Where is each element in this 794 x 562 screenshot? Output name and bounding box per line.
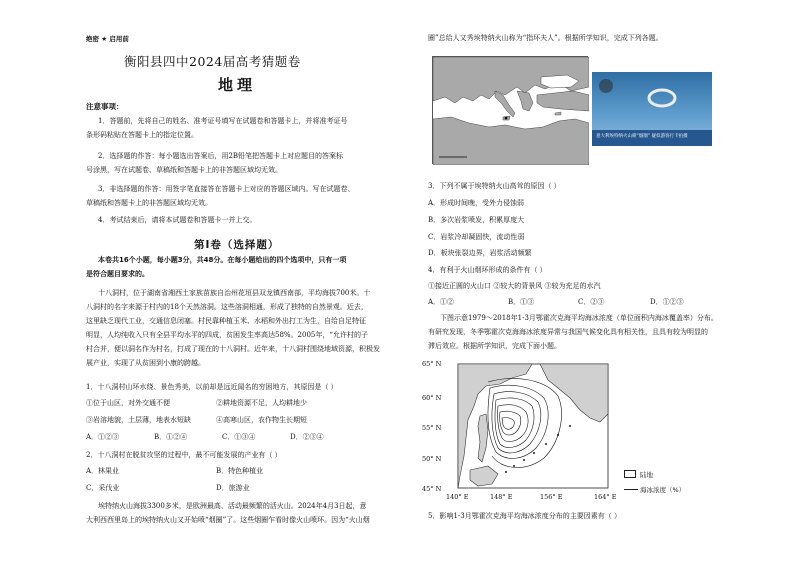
q1-item: ④高寒山区，农作物生长期短 (216, 416, 307, 424)
note-line: 3．非选择题的作答：用签字笔直接答在答题卡上对应的答题区域内。写在试题卷、 (98, 185, 355, 193)
passage-line: 圈”总给人又秀埃特纳火山称为“指环夫人”。根据所学知识，完成下列各题。 (428, 34, 663, 42)
note-line: 号涂黑，写在试题卷、草稿纸和答题卡上的非答题区域均无效。 (86, 166, 282, 174)
legend-land-label: 陆地 (640, 471, 653, 479)
legend-land-swatch (624, 470, 636, 478)
passage-line: 八洞村的名字来源于村内的18个天然溶洞。这些溶洞相通，形成了独特的自然景观。近去， (86, 303, 368, 311)
map-svg (433, 57, 589, 165)
section-instruction: 是符合题目要求的。 (86, 270, 149, 278)
passage-line: 展产业，实现了从贫困到小康的跨越。 (86, 359, 205, 367)
passage-line: 十八洞村，位于湖南省湘西土家族苗族自治州花垣县双龙镇西南部，平均海拔700米。十 (98, 289, 371, 297)
kuril-island (569, 425, 571, 427)
q2-option-b[interactable]: B．特色种植业 (216, 467, 264, 475)
passage-line: 大利西西里岛上的埃特纳火山又开始喷“烟圈”了。这些烟圈乍看时像火山喷环。因为“火山烟 (86, 516, 370, 524)
passage-line: 滞后效应。根据所学知识，完成下面小题。 (428, 342, 561, 350)
question-3-stem: 3．下列不属于埃特纳火山高耸的原因（ ） (428, 182, 561, 190)
lon-label: 164° E (594, 493, 617, 501)
question-1-stem: 1．十八洞村山环水绕、景色秀美，以前却是远近闻名的穷困地方，其原因是（ ） (86, 383, 338, 391)
channel-logo-icon (599, 79, 613, 93)
lat-label: 60° N (422, 394, 442, 402)
question-5-stem: 5．影响1-3月鄂霍次克海平均海冰浓度分布的主要因素有（ ） (428, 512, 621, 520)
q2-option-c[interactable]: C．采伐业 (86, 484, 120, 492)
q4-option-b[interactable]: B．①③ (508, 298, 535, 306)
q2-option-a[interactable]: A．林果业 (86, 467, 120, 475)
q1-option-a[interactable]: A．①②③ (86, 433, 120, 441)
left-column (76, 0, 412, 562)
q3-option-d[interactable]: D．板块张裂边界，岩浆活动频繁 (428, 249, 532, 257)
legend-contour-swatch (624, 489, 638, 490)
notes-heading: 注意事项： (86, 102, 124, 111)
smoke-ring (649, 90, 675, 106)
lon-label: 140° E (446, 493, 469, 501)
lat-label: 55° N (422, 424, 442, 432)
passage-line: 埃特纳火山海拔3300多米，是欧洲最高、活动最频繁的活火山。2024年4月3日起，意 (98, 502, 367, 510)
lat-label: 45° N (422, 485, 442, 493)
q1-option-c[interactable]: C．①③④ (222, 433, 256, 441)
legend-contour-label: 海冰浓度（%） (640, 486, 686, 494)
kuril-island (505, 471, 507, 473)
q4-option-c[interactable]: C．②③ (578, 298, 605, 306)
section-instruction: 本卷共16个小题，每小题3分，共48分。在每小题给出的四个选项中，只有一项 (98, 256, 347, 264)
ice-map-svg (440, 358, 620, 510)
note-line: 条形码粘贴在答题卡上的指定位置。 (86, 131, 198, 139)
note-line: 2．选择题的作答：每小题选出答案后，用2B铅笔把答题卡上对应题目的答案标 (98, 152, 344, 160)
lat-label: 50° N (422, 455, 442, 463)
lat-label: 65° N (422, 360, 442, 368)
photo-caption: 意大利埃特纳火山喷“烟圈” 疑似游客打卡拍摄 (596, 134, 688, 139)
lon-label: 148° E (490, 493, 513, 501)
section-title: 第Ⅰ卷（选择题） (194, 239, 280, 251)
kuril-island (533, 452, 535, 454)
passage-line: 这里缺乏现代工业，交通信息闭塞。村民靠种植玉米、水稻和外出打工为生，自给自足特征 (86, 317, 366, 325)
passage-line: 明显，人均纯收入只有全县平均水平的四成，贫困发生率高达58%。2005年，“允许村的子 (86, 331, 368, 339)
lon-label: 156° E (540, 493, 563, 501)
q1-item: ②耕地资源不足，人均耕地少 (216, 399, 307, 407)
kuril-island (545, 443, 547, 445)
q3-option-c[interactable]: C．岩浆冷却凝固快，流动性弱 (428, 233, 525, 241)
etna-marker (505, 117, 508, 120)
note-line: 草稿纸和答题卡上的非答题区域均无效。 (86, 199, 212, 207)
q4-items: ①接近正圆的火山口 ②较大的背景风 ③较为充足的水汽 (428, 282, 601, 290)
q3-option-b[interactable]: B．多次岩浆喷发，积累厚度大 (428, 216, 525, 224)
passage-line: 下图示意1979～2018年1-3月鄂霍次克海平均海冰浓度（单位面积内海冰覆盖率）分布。 (440, 314, 718, 322)
q1-option-d[interactable]: D．②③④ (290, 433, 324, 441)
question-2-stem: 2．十八洞村在脱贫攻坚的过程中，最不可能发展的产业有（ ） (86, 451, 282, 459)
q4-option-a[interactable]: A．①② (428, 298, 455, 306)
secret-label: 绝密 ★ 启用前 (86, 35, 129, 43)
q1-item: ①位于山区，对外交通不便 (86, 399, 170, 407)
q4-option-d[interactable]: D．①②③ (650, 298, 684, 306)
subject-title: 地理 (218, 76, 257, 94)
note-line: 4．考试结束后，请将本试题卷和答题卡一并上交。 (98, 216, 257, 224)
passage-line: 有研究发现，冬季鄂霍次克海海冰浓度异常与我国气候变化具有相关性，且具有较为明显的 (428, 328, 708, 336)
q3-option-a[interactable]: A．形成时间晚，受外力侵蚀弱 (428, 199, 525, 207)
okhotsk-ice-map (440, 358, 620, 510)
kuril-island (513, 465, 515, 467)
q1-item: ③岩溶地貌，土层薄，地表水短缺 (86, 416, 191, 424)
note-line: 1．答题前，先将自己的姓名、准考证号填写在试题卷和答题卡上，并将准考证号 (98, 117, 348, 125)
q2-option-d[interactable]: D．旅游业 (216, 484, 250, 492)
mediterranean-map (432, 56, 588, 164)
q1-option-b[interactable]: B．①②④ (154, 433, 188, 441)
kuril-island (523, 459, 525, 461)
question-4-stem: 4．有利于火山烟环形成的条件有（ ） (428, 266, 547, 274)
passage-line: 村合并，便以洞名作为村名，打成了现在的十八洞村。近年来，十八洞村围绕地域资源，积极发 (86, 345, 380, 353)
exam-title: 衡阳县四中2024届高考猜题卷 (124, 54, 301, 69)
